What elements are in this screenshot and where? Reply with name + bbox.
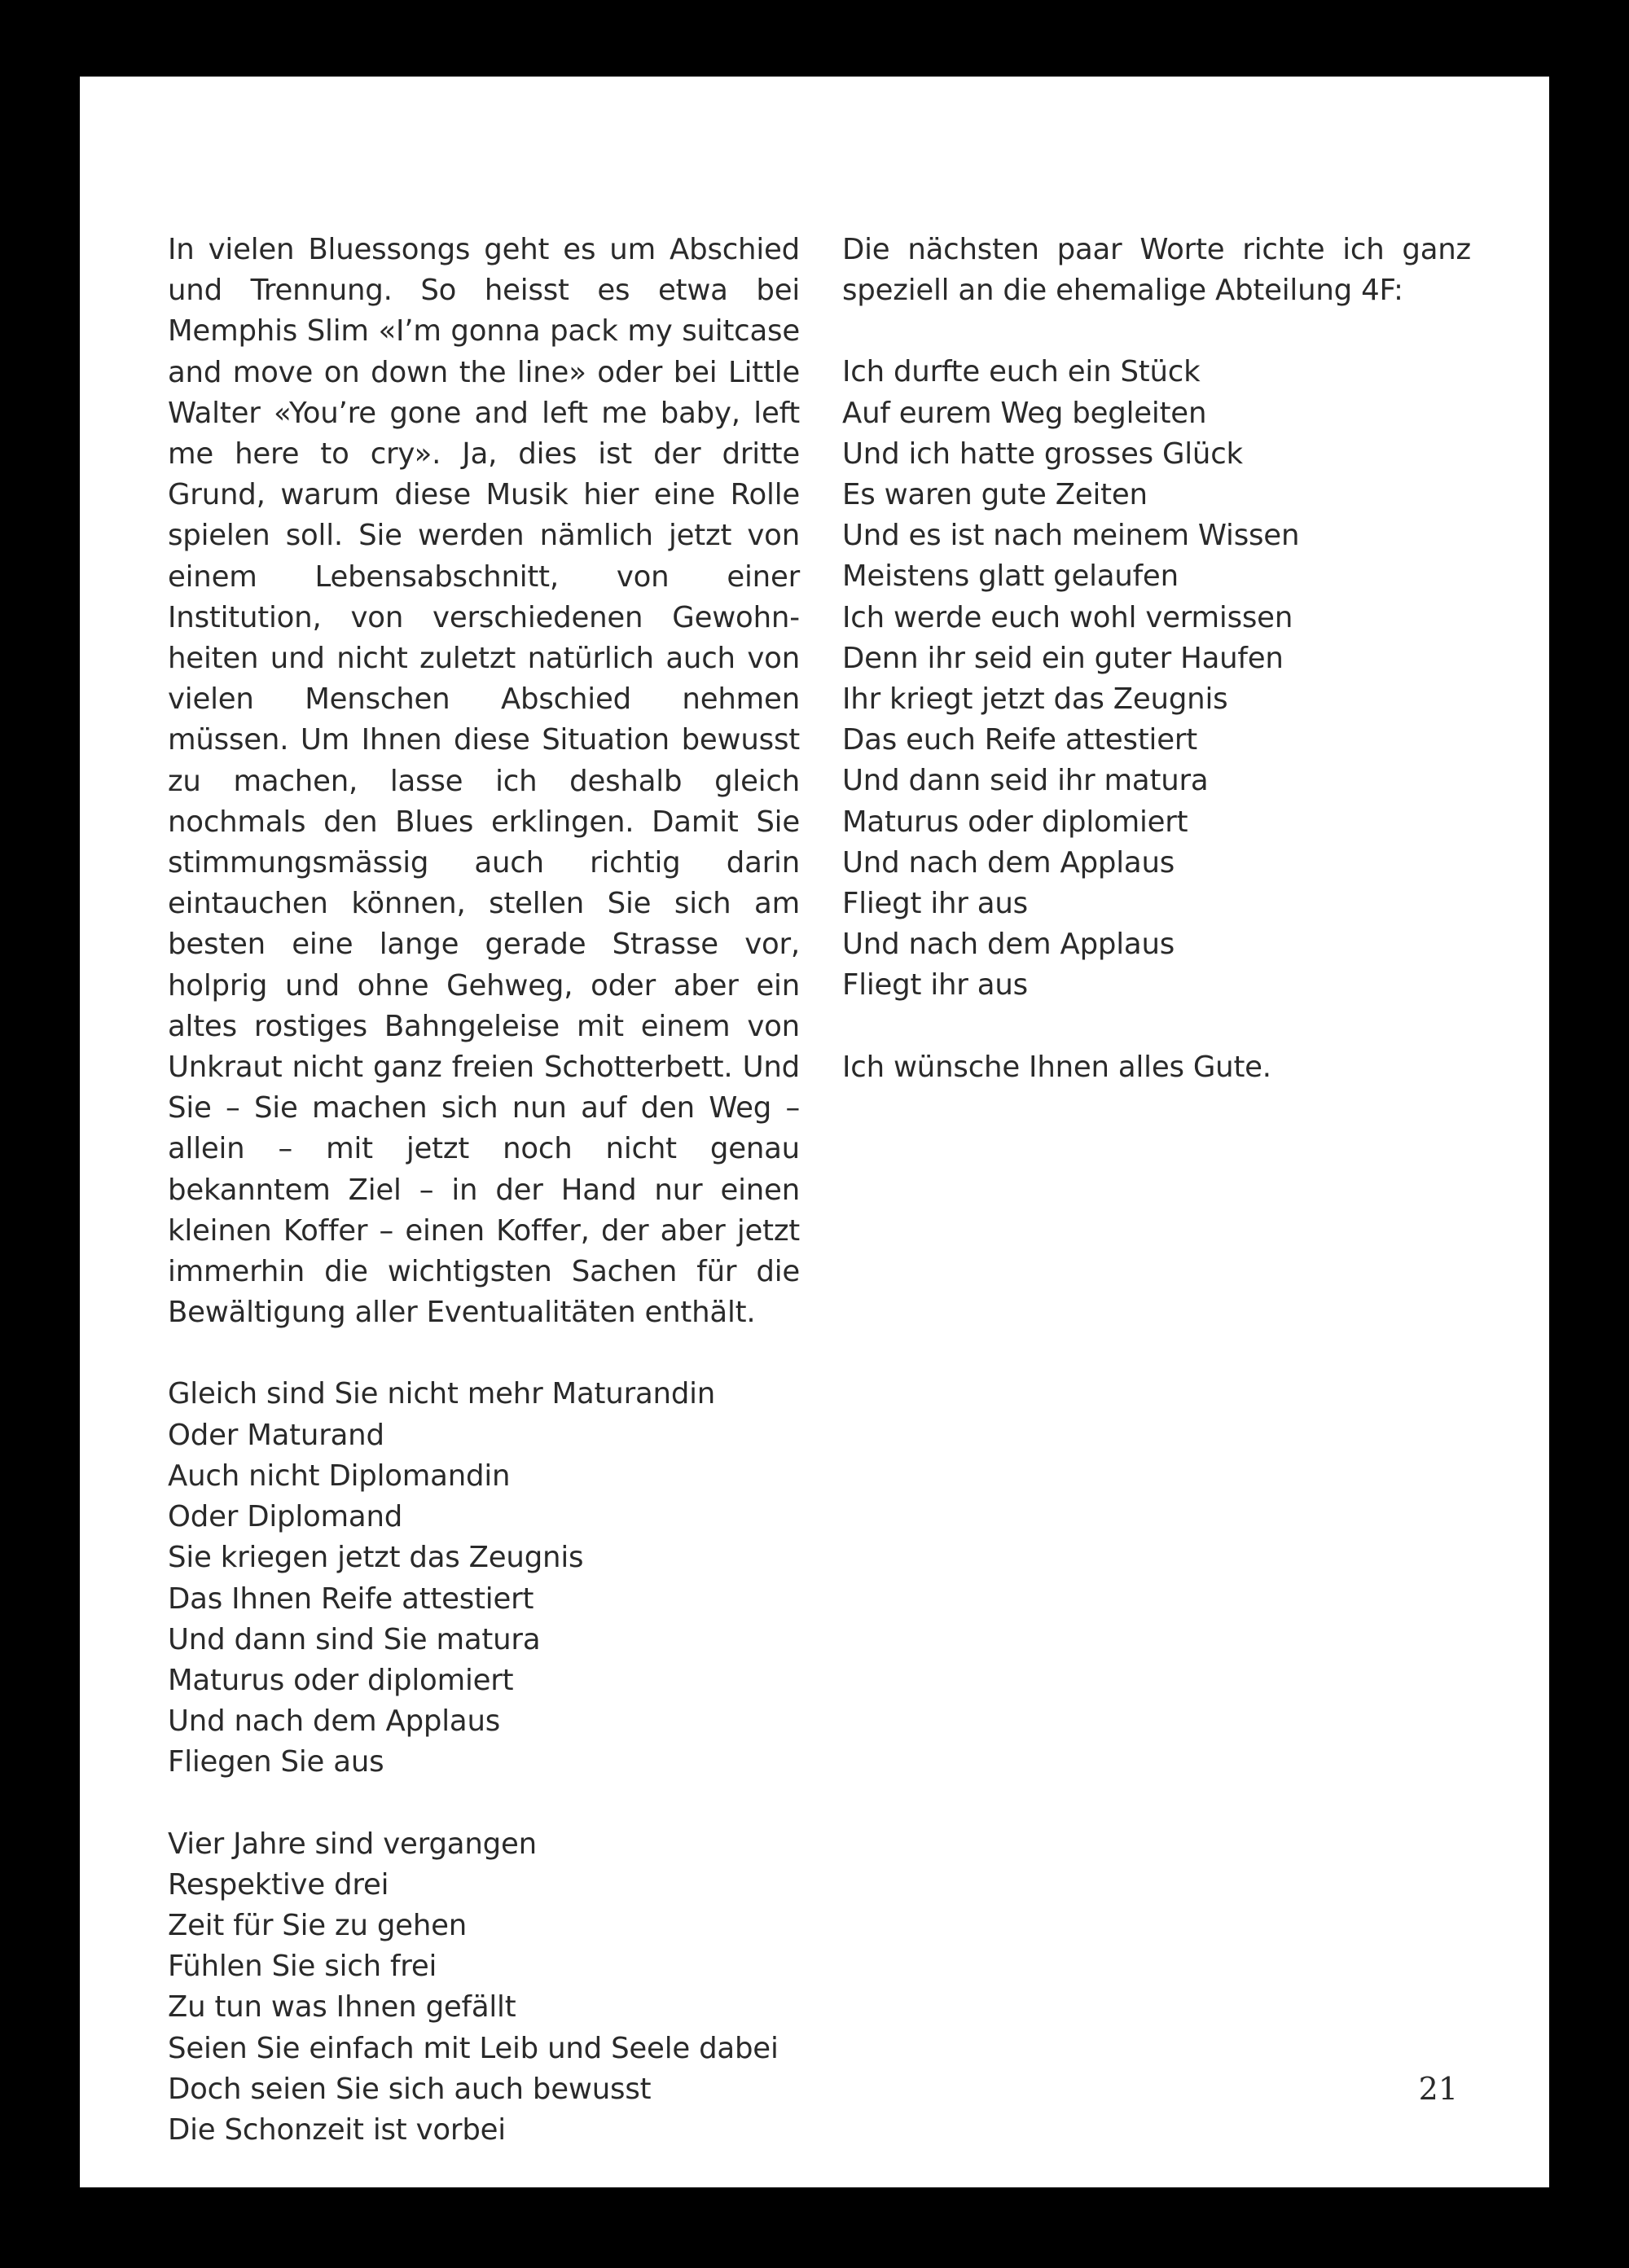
spacer — [168, 1783, 800, 1824]
verse-line: Fliegen Sie aus — [168, 1745, 384, 1779]
verse-line: Respektive drei — [168, 1867, 389, 1902]
verse-line: Meistens glatt gelaufen — [842, 559, 1179, 594]
verse-line: Ich durfte euch ein Stück — [842, 355, 1201, 389]
verse-stanza-2 — [168, 1824, 800, 2152]
verse-line: Ich werde euch wohl vermissen — [842, 600, 1293, 634]
verse-line: Oder Diplomand — [168, 1500, 403, 1534]
verse-line: Zeit für Sie zu gehen — [168, 1908, 468, 1942]
verse-line: Die Schonzeit ist vorbei — [168, 2112, 506, 2147]
verse-line: Und es ist nach meinem Wissen — [842, 519, 1300, 553]
right-column — [842, 230, 1471, 1088]
closing-line: Ich wünsche Ihnen alles Gute. — [842, 1050, 1271, 1084]
intro-paragraph: In vielen Bluessongs geht es um Abschied und Trennung. So heisst es etwa bei Memphis Slim «I’m gonna pack my suitcase and move on down the line» oder bei Little Walter «You’re gone and left me baby, left me here to cry». Ja, dies ist der dritte Grund, warum diese Musik hier eine Rolle spielen soll. Sie werden nämlich jetzt von einem Lebensabschnitt, von einer Institution, von verschiedenen Gewohnheiten und nicht zuletzt natürlich auch von vielen Menschen Abschied nehmen müssen. Um Ihnen diese Situation bewusst zu machen, lasse ich deshalb gleich nochmals den Blues erklingen. Damit Sie stimmungsmässig auch richtig darin eintauchen können, stellen Sie sich am besten eine lange gerade Strasse vor, holprig und ohne Gehweg, oder aber ein altes rostiges Bahngeleise mit einem von Unkraut nicht ganz freien Schotterbett. Und Sie – Sie machen sich nun auf den Weg – allein – mit jetzt noch nicht genau bekanntem Ziel – in der Hand nur einen kleinen Koffer – einen Koffer, der aber jetzt immerhin die wichtigsten Sachen für die Bewältigung aller Eventualitäten enthält. — [168, 233, 800, 1330]
verse-stanza-1 — [168, 1374, 800, 1783]
verse-line: Fliegt ihr aus — [842, 887, 1028, 921]
spacer — [842, 311, 1471, 352]
verse-line: Fühlen Sie sich frei — [168, 1950, 437, 1984]
verse-line: Auf eurem Weg begleiten — [842, 396, 1207, 430]
verse-line: Seien Sie einfach mit Leib und Seele dabei — [168, 2031, 779, 2065]
verse-line: Doch seien Sie sich auch bewusst — [168, 2072, 652, 2106]
verse-line: Fliegt ihr aus — [842, 968, 1028, 1002]
verse-line: Das euch Reife attestiert — [842, 723, 1197, 757]
verse-line: Denn ihr seid ein guter Haufen — [842, 641, 1284, 675]
page — [80, 77, 1549, 2187]
verse-line: Es waren gute Zeiten — [842, 478, 1148, 512]
verse-line: Und nach dem Applaus — [168, 1704, 501, 1739]
spacer — [842, 1007, 1471, 1047]
left-column — [168, 230, 800, 2151]
verse-line: Und nach dem Applaus — [842, 928, 1175, 962]
verse-line: Und nach dem Applaus — [842, 845, 1175, 880]
verse-line: Gleich sind Sie nicht mehr Maturandin — [168, 1377, 716, 1411]
verse-line: Vier Jahre sind vergangen — [168, 1827, 537, 1861]
verse-line: Maturus oder diplomiert — [168, 1663, 514, 1697]
spacer — [168, 1333, 800, 1374]
verse-line: Sie kriegen jetzt das Zeugnis — [168, 1541, 584, 1575]
verse-stanza-4f — [842, 352, 1471, 1006]
page-number: 21 — [1418, 2071, 1458, 2107]
verse-line: Zu tun was Ihnen gefällt — [168, 1990, 516, 2025]
dedication-paragraph: Die nächsten paar Worte richte ich ganz speziell an die ehemalige Abteilung 4F: — [842, 233, 1471, 308]
verse-line: Oder Maturand — [168, 1418, 384, 1452]
verse-line: Auch nicht Diplomandin — [168, 1459, 511, 1493]
verse-line: Maturus oder diplomiert — [842, 805, 1188, 839]
verse-line: Und dann seid ihr matura — [842, 764, 1209, 798]
verse-line: Und ich hatte grosses Glück — [842, 436, 1243, 471]
verse-line: Und dann sind Sie matura — [168, 1622, 541, 1656]
verse-line: Ihr kriegt jetzt das Zeugnis — [842, 682, 1228, 717]
verse-line: Das Ihnen Reife attestiert — [168, 1581, 534, 1616]
